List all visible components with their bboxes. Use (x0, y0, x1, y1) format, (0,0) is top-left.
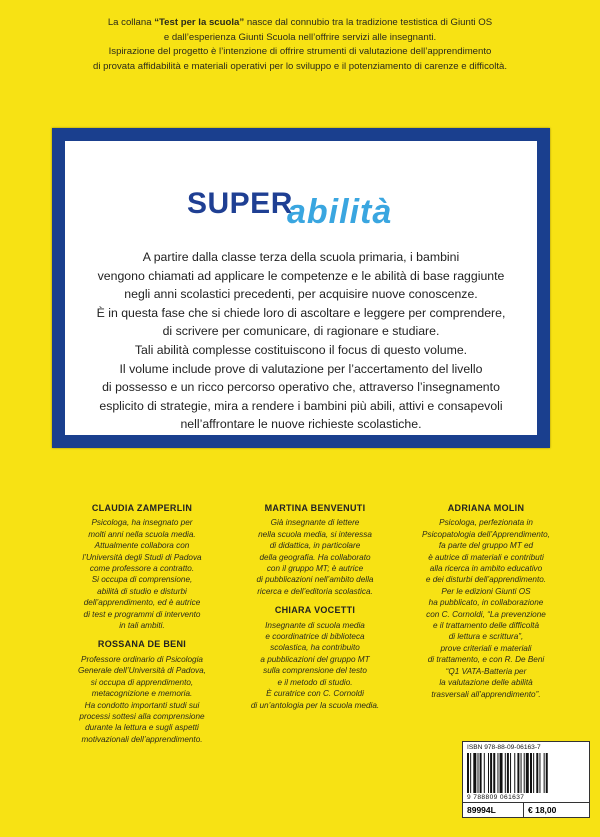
author-block (220, 503, 410, 597)
description-line: vengono chiamati ad applicare le competenze e le abilità di base raggiunte (97, 268, 505, 283)
intro-line: Ispirazione del progetto è l’intenzione di offrire strumenti di valutazione dell’apprendimento (108, 46, 492, 58)
author-column-1 (47, 503, 237, 753)
description-panel (52, 128, 550, 448)
author-bio: Insegnante di scuola media e coordinatrice di biblioteca scolastica, ha contribuito a pubblicazioni del gruppo MT sulla comprensione del testo e il metodo di studio. È curatrice con C. Cornoldi di un’antologia per la scuola media. (250, 620, 380, 710)
logo-abilita: abilità (287, 193, 393, 231)
author-name: MARTINA BENVENUTI (264, 503, 366, 513)
description-panel-inner (65, 141, 537, 435)
author-bio: Psicologa, perfezionata in Psicopatologia dell’Apprendimento, fa parte del gruppo MT ed è autrice di materiali e contributi alla ricerca in ambito educativo e dei disturbi dell’apprendimento. Per le edizioni Giunti OS ha pubblicato, in collaborazione con C. Cornoldi, “La prevenzione e il trattamento delle difficoltà di lettura e scrittura”, prove criteriali e materiali di trattamento, e con R. De Beni “Q1 VATA-Batteria per la valutazione delle abilità trasversali all’apprendimento”. (422, 518, 550, 699)
description-line: A partire dalla classe terza della scuola primaria, i bambini (142, 250, 460, 264)
superabilita-logo (187, 179, 447, 237)
author-column-2 (220, 503, 410, 719)
logo-super: SUPER (187, 187, 293, 220)
author-name: ROSSANA DE BENI (97, 639, 187, 650)
author-bio: Psicologa, ha insegnato per molti anni nella scuola media. Attualmente collabora con l’Università degli Studi di Padova come professore a contratto. Si occupa di comprensione, abilità di studio e disturbi dell’apprendimento, ed è autrice di test e programmi di intervento in tali ambiti. (82, 518, 202, 631)
barcode-label (462, 741, 590, 818)
author-name: ADRIANA MOLIN (447, 503, 525, 513)
description-line: nell’affrontare le nuove richieste scolastiche. (180, 417, 422, 432)
intro-line: La collana “Test per la scuola” nasce dal connubio tra la tradizione testistica di Giunti OS (107, 17, 493, 28)
description-line: di possesso e un ricco percorso operativo che, attraverso l’insegnamento (102, 380, 500, 395)
description-line: È in questa fase che si chiede loro di ascoltare e leggere per comprendere, (96, 305, 506, 320)
product-code: 89994L (463, 803, 524, 817)
intro-line: e dall’esperienza Giunti Scuola nell’offrire servizi alle insegnanti. (163, 31, 437, 43)
isbn-text: ISBN 978-88-09-06163-7 (467, 744, 541, 751)
series-name: “Test per la scuola” (154, 17, 245, 28)
description-text (83, 248, 519, 434)
author-bio: Professore ordinario di Psicologia Generale dell’Università di Padova, si occupa di apprendimento, metacognizione e memoria. Ha condotto importanti studi sui processi sottesi alla comprensione durante la lettura e sugli aspetti motivazionali dell’apprendimento. (78, 654, 206, 744)
description-line: Il volume include prove di valutazione per l’accertamento del livello (119, 361, 483, 376)
author-block (47, 639, 237, 745)
author-column-3 (391, 503, 581, 708)
price-row (463, 802, 589, 817)
intro-line: di provata affidabilità e materiali operativi per lo sviluppo e il potenziamento di carenze e difficoltà. (92, 60, 507, 72)
description-line: esplicito di strategie, mira a rendere i bambini più abili, attivi e consapevoli (99, 398, 503, 413)
author-name: CHIARA VOCETTI (274, 605, 356, 616)
description-line: Tali abilità complesse costituiscono il focus di questo volume. (134, 342, 468, 357)
barcode-icon (467, 753, 585, 793)
series-intro (40, 16, 560, 74)
description-line: di scrivere per comunicare, di ragionare e studiare. (162, 324, 440, 339)
author-block (220, 605, 410, 711)
author-bio: Già insegnante di lettere nella scuola media, si interessa di didattica, in particolare della geografia. Ha collaborato con il gruppo MT; è autrice di pubblicazioni nell’ambito della ricerca e dell’editoria scolastica. (256, 518, 374, 596)
price: € 18,00 (528, 805, 557, 815)
barcode-number: 9 788809 061637 (467, 794, 525, 801)
author-block (391, 503, 581, 700)
author-name: CLAUDIA ZAMPERLIN (91, 503, 193, 513)
description-line: negli anni scolastici precedenti, per acquisire nuove conoscenze. (124, 287, 478, 302)
author-block (47, 503, 237, 631)
